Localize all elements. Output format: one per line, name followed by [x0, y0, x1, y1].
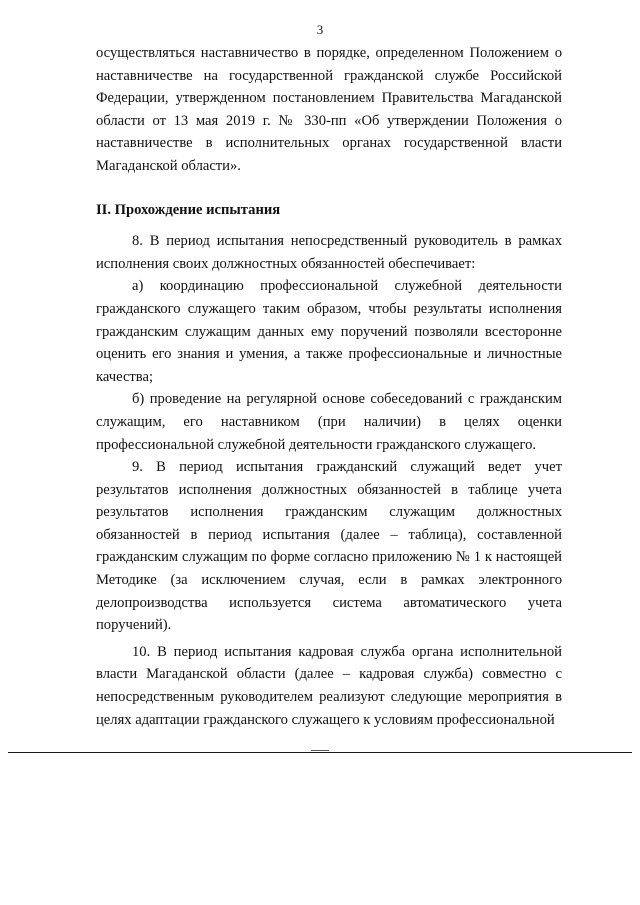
- paragraph-continuation: осуществляться наставничество в порядке, определенном Положением о наставничестве на государственной гражданской службе Российской Федерации, утвержденном постановлением Правительства Магаданской области от 13 мая 2019 г. № 330-пп «Об утверждении Положения о наставничестве в исполнительных органах государственной власти Магаданской области».: [96, 45, 562, 174]
- page-edge-mark: [311, 750, 329, 751]
- section-heading: II. Прохождение испытания: [96, 201, 281, 218]
- page-bottom-rule: [8, 752, 632, 753]
- paragraph-item-8: 8. В период испытания непосредственный руководитель в рамках исполнения своих должностных обязанностей обеспечивает:: [96, 233, 562, 272]
- document-body: [96, 42, 562, 731]
- paragraph-item-10: 10. В период испытания кадровая служба органа исполнительной власти Магаданской области (далее – кадровая служба) совместно с непосредственным руководителем реализуют следующие мероприятия в целях адаптации гражданского служащего к условиям профессиональной: [96, 643, 562, 728]
- paragraph-item-8a: а) координацию профессиональной служебной деятельности гражданского служащего таким образом, чтобы результаты исполнения гражданским служащим данных ему поручений позволяли всесторонне оценить его знания и умения, а также профессиональные и личностные качества;: [96, 278, 562, 385]
- page-number: 3: [316, 22, 324, 37]
- paragraph-item-9: 9. В период испытания гражданский служащий ведет учет результатов исполнения должностных обязанностей в таблице учета результатов исполнения гражданским служащим должностных обязанностей в период испытания (далее – таблица), составленной гражданским служащим по форме согласно приложению № 1 к настоящей Методике (за исключением случая, если в рамках электронного делопроизводства используется система автоматического учета поручений).: [96, 459, 562, 634]
- paragraph-item-8b: б) проведение на регулярной основе собеседований с гражданским служащим, его наставником (при наличии) в целях оценки профессиональной служебной деятельности гражданского служащего.: [96, 391, 562, 453]
